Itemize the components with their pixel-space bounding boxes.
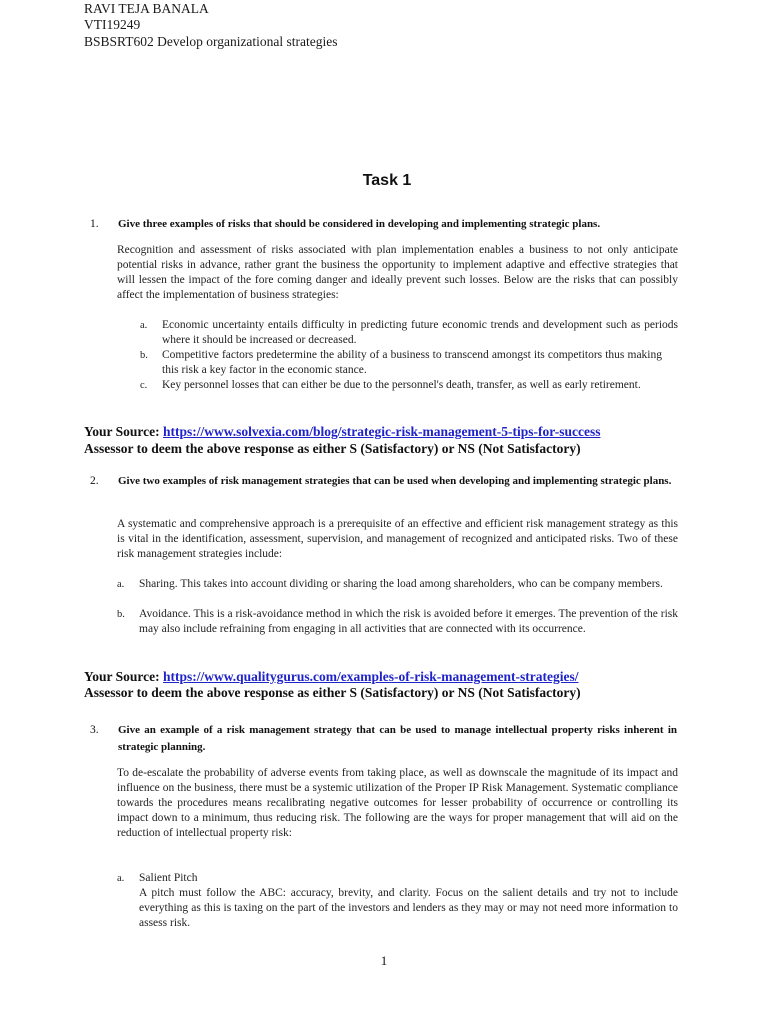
list-item: Economic uncertainty entails difficulty in predicting future economic trends and development such as periods where it should be increased or decreased.	[162, 319, 678, 346]
list-marker: a.	[117, 873, 125, 884]
list-item: Sharing. This takes into account dividing or sharing the load among shareholders, who can be company members.	[139, 578, 663, 590]
question-number: 1.	[90, 218, 99, 230]
question-number: 2.	[90, 475, 99, 487]
assessor-note: Assessor to deem the above response as either S (Satisfactory) or NS (Not Satisfactory)	[84, 441, 581, 456]
source-label: Your Source:	[84, 669, 164, 684]
question-1: Give three examples of risks that should be considered in developing and implementing strategic plans.	[118, 218, 601, 230]
page-number: 1	[380, 953, 388, 968]
source-line	[84, 423, 600, 440]
list-marker: b.	[117, 609, 125, 620]
question-2: Give two examples of risk management strategies that can be used when developing and implementing strategic plans.	[118, 475, 672, 487]
source-label: Your Source:	[84, 424, 164, 439]
assessor-note: Assessor to deem the above response as either S (Satisfactory) or NS (Not Satisfactory)	[84, 685, 581, 700]
answer-1-paragraph: Recognition and assessment of risks associated with plan implementation enables a business to not only anticipate potential risks in advance, rather grant the business the opportunity to implement adaptive and effective strategies that will lessen the impact of the fore coming danger and ideally prevent such losses. Below are the risks that can possibly affect the implementation of business strategies:	[117, 244, 678, 301]
answer-2-paragraph: A systematic and comprehensive approach is a prerequisite of an effective and efficient risk management strategy as this is vital in the identification, assessment, supervision, and management of recognized and anticipated risks. Two of these risk management strategies include:	[117, 518, 678, 560]
course-title: BSBSRT602 Develop organizational strategies	[84, 34, 338, 49]
question-3: Give an example of a risk management strategy that can be used to manage intellectual property risks inherent in strategic planning.	[118, 724, 677, 753]
answer-3-paragraph: To de-escalate the probability of adverse events from taking place, as well as downscale the magnitude of its impact and influence on the business, there must be a systemic utilization of the Proper IP Risk Management. Systematic compliance towards the procedures means recalibrating negative outcomes for lesser probability of occurrence or controlling its impact down to a minimum, thus reducing risk. The following are the ways for proper management that will aid on the reduction of intellectual property risk:	[117, 767, 678, 839]
list-marker: a.	[117, 579, 125, 590]
list-marker: a.	[140, 320, 148, 331]
list-item-title: Salient Pitch	[139, 872, 198, 884]
list-marker: b.	[140, 350, 148, 361]
list-item: Key personnel losses that can either be due to the personnel's death, transfer, as well as early retirement.	[162, 379, 641, 391]
task-title: Task 1	[362, 172, 412, 189]
student-name: RAVI TEJA BANALA	[84, 1, 209, 16]
list-item: Competitive factors predetermine the ability of a business to transcend amongst its competitors thus making this risk a key factor in the economic stance.	[162, 349, 662, 376]
source-link[interactable]: https://www.qualitygurus.com/examples-of-risk-management-strategies/	[163, 669, 579, 684]
student-id: VTI19249	[84, 17, 141, 32]
source-link[interactable]: https://www.solvexia.com/blog/strategic-risk-management-5-tips-for-success	[163, 424, 601, 439]
source-line	[84, 668, 578, 685]
list-item: A pitch must follow the ABC: accuracy, brevity, and clarity. Focus on the salient details and try not to include everything as this is taxing on the part of the investors and lenders as they may or may not need more information to assess risk.	[139, 887, 678, 929]
list-marker: c.	[140, 380, 148, 391]
question-number: 3.	[90, 724, 99, 736]
list-item: Avoidance. This is a risk-avoidance method in which the risk is avoided before it emerges. The prevention of the risk may also include refraining from engaging in all activities that are connected with its occurrence.	[139, 608, 678, 635]
